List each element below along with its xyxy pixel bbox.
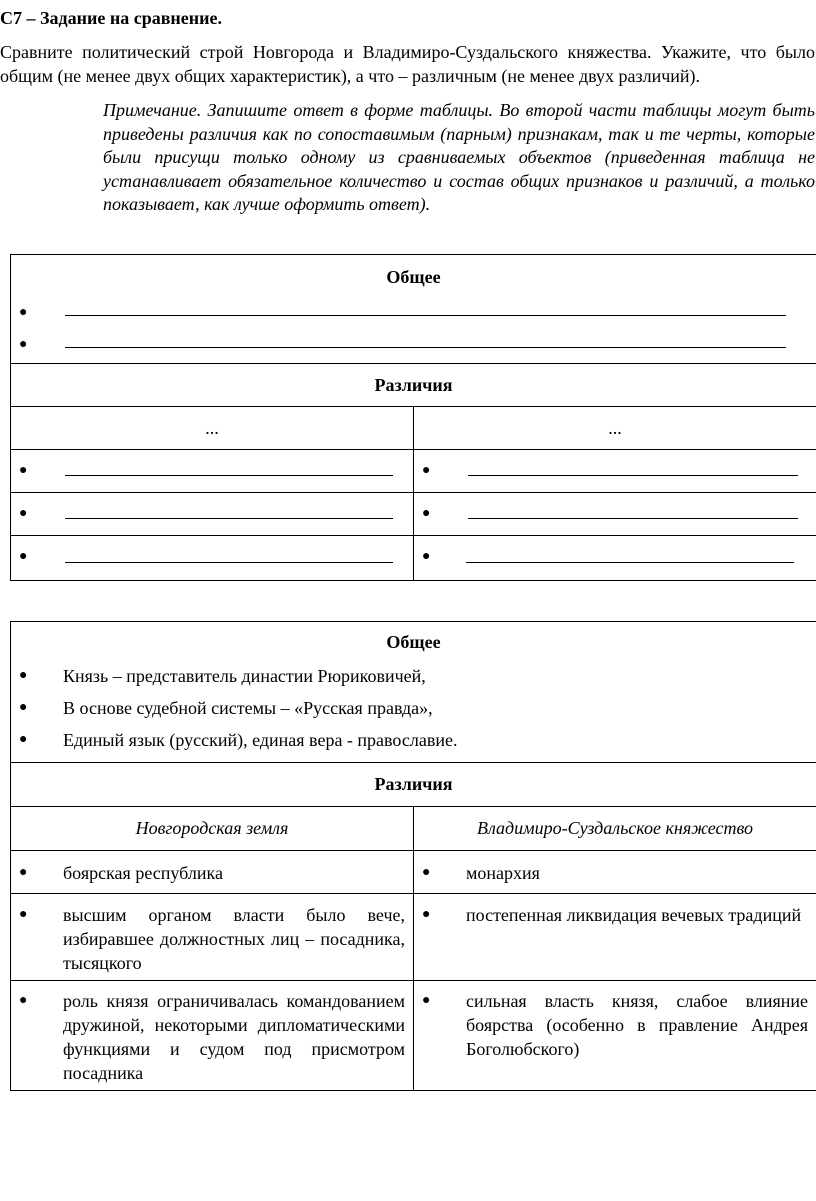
answer-diff-cell: ● боярская республика <box>11 851 414 894</box>
bullet-icon: ● <box>422 865 431 880</box>
template-diff-cell <box>11 536 414 581</box>
template-diff-cell <box>11 450 414 493</box>
bullet-icon: ● <box>422 463 431 478</box>
answer-common-item: ● Единый язык (русский), единая вера - православие. <box>19 730 458 750</box>
blank-line <box>65 315 786 316</box>
answer-diff-cell: ● высшим органом власти было вече, избиравшее должностных лиц – посадника, тысяцкого <box>11 894 414 981</box>
template-table <box>10 254 816 581</box>
template-diff-cell <box>414 493 816 536</box>
blank-line <box>466 562 794 563</box>
answer-common-header: Общее <box>386 632 441 652</box>
template-col-left: ... <box>11 407 414 450</box>
answer-common-item: ● Князь – представитель династии Рюриковичей, <box>19 666 426 686</box>
bullet-icon: ● <box>19 506 28 521</box>
answer-col-left: Новгородская земля <box>11 807 414 851</box>
bullet-icon: ● <box>19 700 28 715</box>
answer-diff-cell: ● сильная власть князя, слабое влияние боярства (особенно в правление Андрея Боголюбского) <box>414 981 816 1091</box>
template-common-header: Общее <box>386 267 441 287</box>
bullet-icon: ● <box>422 506 431 521</box>
blank-line <box>468 518 798 519</box>
bullet-icon: ● <box>19 305 28 320</box>
bullet-icon: ● <box>19 907 28 922</box>
template-common-cell <box>11 255 816 364</box>
template-diff-header: Различия <box>11 364 816 407</box>
answer-table <box>10 621 816 1091</box>
bullet-icon: ● <box>19 732 28 747</box>
template-common-bullet <box>11 337 816 359</box>
answer-common-item: ● В основе судебной системы – «Русская правда», <box>19 698 433 718</box>
template-diff-cell <box>11 493 414 536</box>
bullet-icon: ● <box>19 549 28 564</box>
bullet-icon: ● <box>422 993 431 1008</box>
answer-diff-header: Различия <box>11 763 816 807</box>
blank-line <box>65 475 393 476</box>
bullet-icon: ● <box>19 337 28 352</box>
template-common-bullet <box>11 305 816 327</box>
answer-diff-cell: ● постепенная ликвидация вечевых традиций <box>414 894 816 981</box>
task-intro: Сравните политический строй Новгорода и Владимиро-Суздальского княжества. Укажите, что было общим (не менее двух общих характеристик), а что – различным (не менее двух различий). <box>0 42 815 86</box>
bullet-icon: ● <box>19 463 28 478</box>
answer-common-cell <box>11 622 816 763</box>
bullet-icon: ● <box>422 907 431 922</box>
bullet-icon: ● <box>19 668 28 683</box>
bullet-icon: ● <box>422 549 431 564</box>
blank-line <box>65 347 786 348</box>
template-col-right: ... <box>414 407 816 450</box>
answer-diff-cell: ● монархия <box>414 851 816 894</box>
blank-line <box>468 475 798 476</box>
answer-diff-cell: ● роль князя ограничивалась командованием дружиной, некоторыми дипломатическими функциями и судом под присмотром посадника <box>11 981 414 1091</box>
bullet-icon: ● <box>19 993 28 1008</box>
blank-line <box>65 518 393 519</box>
blank-line <box>65 562 393 563</box>
template-diff-cell <box>414 450 816 493</box>
answer-col-right: Владимиро-Суздальское княжество <box>414 807 816 851</box>
template-diff-cell <box>414 536 816 581</box>
task-note: Примечание. Запишите ответ в форме таблицы. Во второй части таблицы могут быть приведены различия как по сопоставимым (парным) признакам, так и те черты, которые были присущи только одному из сравниваемых объектов (приведенная таблица не устанавливает обязательное количество и состав общих признаков и различий, а только показывает, как лучше оформить ответ). <box>103 100 815 214</box>
bullet-icon: ● <box>19 865 28 880</box>
task-title: С7 – Задание на сравнение. <box>0 8 223 28</box>
